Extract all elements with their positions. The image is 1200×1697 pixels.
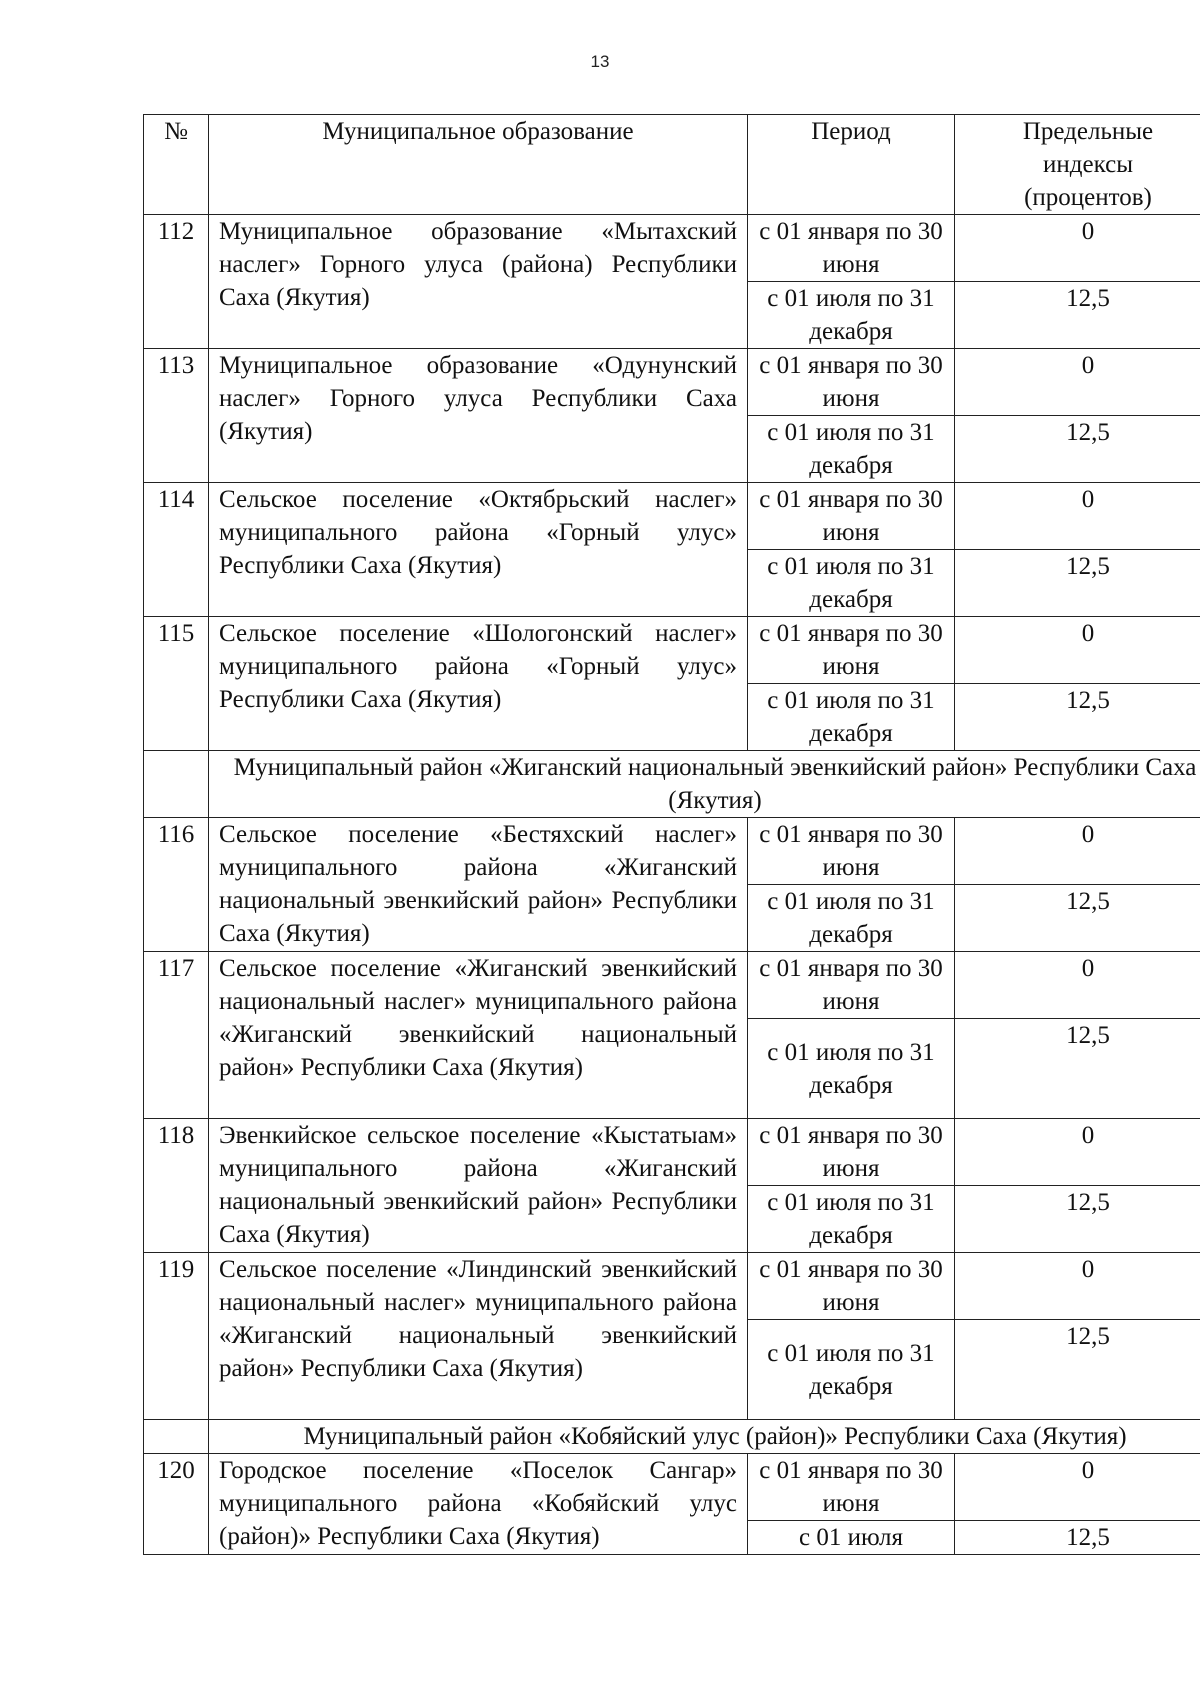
period-first-half: с 01 января по 30 июня [748, 617, 955, 684]
period-first-half: с 01 января по 30 июня [748, 483, 955, 550]
header-index: Предельные индексы (процентов) [955, 115, 1200, 215]
section-title: Муниципальный район «Жиганский национальный эвенкийский район» Республики Саха (Якутия) [209, 751, 1200, 818]
period-second-half: с 01 июля по 31 декабря [748, 1019, 955, 1119]
municipality-name: Сельское поселение «Октябрьский наслег» муниципального района «Горный улус» Республики Саха (Якутия) [209, 483, 748, 617]
index-second-half: 12,5 [955, 416, 1200, 483]
table-row [144, 1119, 1200, 1186]
index-second-half: 12,5 [955, 1186, 1200, 1253]
row-number: 114 [144, 483, 209, 617]
municipality-name: Муниципальное образование «Мытахский наслег» Горного улуса (района) Республики Саха (Якутия) [209, 215, 748, 349]
period-second-half: с 01 июля по 31 декабря [748, 684, 955, 751]
row-number: 117 [144, 952, 209, 1119]
period-second-half: с 01 июля по 31 декабря [748, 282, 955, 349]
table-row [144, 1454, 1200, 1521]
index-first-half: 0 [955, 952, 1200, 1019]
section-row [144, 1420, 1200, 1454]
index-table [143, 114, 1200, 1555]
row-number: 120 [144, 1454, 209, 1555]
index-second-half: 12,5 [955, 1320, 1200, 1420]
table-row [144, 617, 1200, 684]
municipality-name: Муниципальное образование «Одунунский наслег» Горного улуса Республики Саха (Якутия) [209, 349, 748, 483]
period-first-half: с 01 января по 30 июня [748, 952, 955, 1019]
index-first-half: 0 [955, 617, 1200, 684]
municipality-name: Сельское поселение «Линдинский эвенкийский национальный наслег» муниципального района «Жиганский национальный эвенкийский район» Республики Саха (Якутия) [209, 1253, 748, 1420]
row-number: 113 [144, 349, 209, 483]
period-first-half: с 01 января по 30 июня [748, 349, 955, 416]
header-period: Период [748, 115, 955, 215]
period-first-half: с 01 января по 30 июня [748, 1119, 955, 1186]
period-first-half: с 01 января по 30 июня [748, 1253, 955, 1320]
period-second-half: с 01 июля по 31 декабря [748, 1320, 955, 1420]
municipality-name: Сельское поселение «Бестяхский наслег» муниципального района «Жиганский национальный эвенкийский район» Республики Саха (Якутия) [209, 818, 748, 952]
municipality-name: Сельское поселение «Жиганский эвенкийский национальный наслег» муниципального района «Жиганский эвенкийский национальный район» Республики Саха (Якутия) [209, 952, 748, 1119]
index-second-half: 12,5 [955, 1521, 1200, 1555]
header-number: № [144, 115, 209, 215]
table-row [144, 215, 1200, 282]
municipality-name: Городское поселение «Поселок Сангар» муниципального района «Кобяйский улус (район)» Республики Саха (Якутия) [209, 1454, 748, 1555]
period-second-half: с 01 июля [748, 1521, 955, 1555]
index-first-half: 0 [955, 215, 1200, 282]
table-row [144, 349, 1200, 416]
period-second-half: с 01 июля по 31 декабря [748, 1186, 955, 1253]
period-second-half: с 01 июля по 31 декабря [748, 885, 955, 952]
municipality-name: Эвенкийское сельское поселение «Кыстатыам» муниципального района «Жиганский национальный эвенкийский район» Республики Саха (Якутия) [209, 1119, 748, 1253]
index-first-half: 0 [955, 483, 1200, 550]
section-row [144, 751, 1200, 818]
index-second-half: 12,5 [955, 684, 1200, 751]
index-second-half: 12,5 [955, 282, 1200, 349]
row-number: 116 [144, 818, 209, 952]
row-number: 115 [144, 617, 209, 751]
index-second-half: 12,5 [955, 1019, 1200, 1119]
header-municipality: Муниципальное образование [209, 115, 748, 215]
index-second-half: 12,5 [955, 885, 1200, 952]
table-row [144, 1253, 1200, 1320]
period-second-half: с 01 июля по 31 декабря [748, 550, 955, 617]
index-first-half: 0 [955, 1119, 1200, 1186]
table-header [144, 115, 1200, 215]
table-row [144, 952, 1200, 1019]
section-number-cell [144, 751, 209, 818]
period-first-half: с 01 января по 30 июня [748, 818, 955, 885]
section-title: Муниципальный район «Кобяйский улус (район)» Республики Саха (Якутия) [209, 1420, 1200, 1454]
index-second-half: 12,5 [955, 550, 1200, 617]
table-row [144, 818, 1200, 885]
index-first-half: 0 [955, 1253, 1200, 1320]
section-number-cell [144, 1420, 209, 1454]
index-first-half: 0 [955, 1454, 1200, 1521]
period-second-half: с 01 июля по 31 декабря [748, 416, 955, 483]
period-first-half: с 01 января по 30 июня [748, 215, 955, 282]
table-row [144, 483, 1200, 550]
index-first-half: 0 [955, 818, 1200, 885]
period-first-half: с 01 января по 30 июня [748, 1454, 955, 1521]
table-body [144, 215, 1200, 1555]
municipality-name: Сельское поселение «Шологонский наслег» муниципального района «Горный улус» Республики Саха (Якутия) [209, 617, 748, 751]
page-number: 13 [590, 52, 610, 71]
index-first-half: 0 [955, 349, 1200, 416]
row-number: 119 [144, 1253, 209, 1420]
row-number: 118 [144, 1119, 209, 1253]
row-number: 112 [144, 215, 209, 349]
